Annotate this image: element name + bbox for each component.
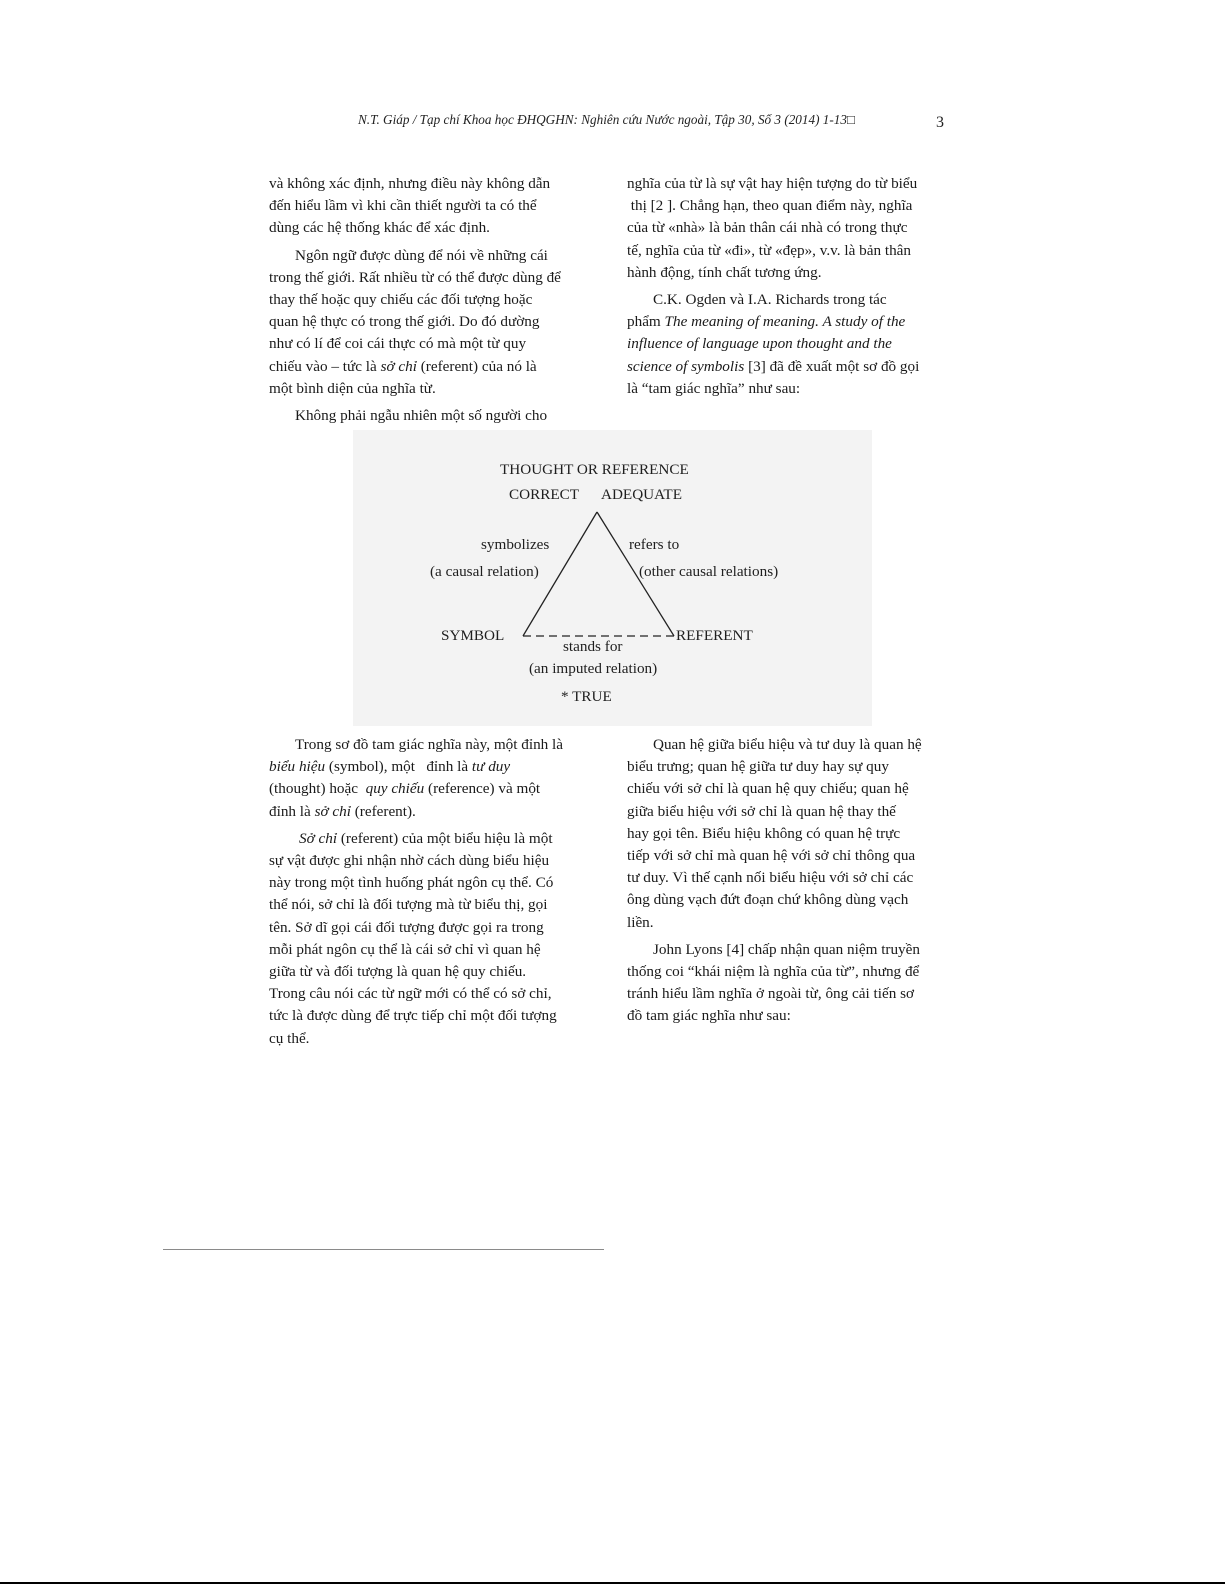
- label-referent: REFERENT: [676, 627, 753, 644]
- paragraph: John Lyons [4] chấp nhận quan niệm truyền thống coi “khái niệm là nghĩa của từ”, nhưng để tránh hiểu lầm nghĩa ở ngoài từ, ông cải tiến sơ đồ tam giác nghĩa như sau:: [627, 940, 920, 1025]
- italic-term: sở chỉ: [314, 802, 351, 820]
- running-head: N.T. Giáp / Tạp chí Khoa học ĐHQGHN: Nghiên cứu Nước ngoài, Tập 30, Số 3 (2014) 1-13□: [358, 112, 855, 127]
- italic-term: tư duy: [471, 758, 511, 776]
- label-correct: CORRECT: [509, 486, 580, 503]
- label-adequate: ADEQUATE: [601, 486, 682, 503]
- italic-term: Sở chỉ: [299, 829, 338, 847]
- semiotic-triangle-figure: [353, 430, 872, 726]
- left-column-bottom: [269, 734, 589, 1050]
- paragraph: Ngôn ngữ được dùng để nói về những cái trong thế giới. Rất nhiều từ có thể được dùng để thay thế hoặc quy chiếu các đối tượng hoặc quan hệ thực có trong thế giới. Do đó dường như có lí để coi cái thực có mà một từ quy chiếu vào – tức là sở chỉ (referent) của nó là một bình diện của nghĩa từ.: [269, 246, 561, 397]
- label-symbol: SYMBOL: [441, 627, 505, 644]
- label-imputed-relation: (an imputed relation): [529, 660, 658, 677]
- paragraph: nghĩa của từ là sự vật hay hiện tượng do từ biểu thị [2 ]. Chẳng hạn, theo quan điểm này, nghĩa của từ «nhà» là bản thân cái nhà có trong thực tế, nghĩa của từ «đi», từ «đẹp», v.v. là bản thân hành động, tính chất tương ứng.: [627, 175, 918, 281]
- italic-term: biểu hiệu: [269, 758, 326, 776]
- footnote-rule: [163, 1249, 604, 1250]
- right-column-bottom: [627, 734, 947, 1028]
- label-stands-for: stands for: [563, 638, 623, 655]
- label-causal-relation: (a causal relation): [430, 563, 539, 580]
- paragraph: Không phải ngẫu nhiên một số người cho: [295, 407, 548, 425]
- italic-term: quy chiếu: [365, 780, 425, 798]
- label-symbolizes: symbolizes: [481, 536, 550, 553]
- left-column-top: [269, 173, 589, 427]
- page-bottom-border: [0, 1582, 1225, 1584]
- label-thought-or-reference: THOUGHT OR REFERENCE: [500, 461, 689, 478]
- book-title: influence of language upon thought and the: [627, 335, 892, 353]
- label-true: * TRUE: [561, 688, 612, 705]
- page-header: [340, 112, 960, 136]
- paragraph: C.K. Ogden và I.A. Richards trong tác phẩm The meaning of meaning. A study of the influence of language upon thought and the science of symbolis [3] đã đề xuất một sơ đồ gọi là “tam giác nghĩa” như sau:: [627, 291, 920, 397]
- paragraph: và không xác định, nhưng điều này không dẫn đến hiểu lầm vì khi cần thiết người ta có thể dùng các hệ thống khác để xác định.: [269, 175, 551, 237]
- italic-term: sở chỉ: [380, 357, 417, 375]
- book-title: science of symbolis: [627, 357, 745, 375]
- paragraph: Quan hệ giữa biểu hiệu và tư duy là quan hệ biểu trưng; quan hệ giữa tư duy hay sự quy chiếu với sở chỉ là quan hệ quy chiếu; quan hệ giữa biểu hiệu với sở chỉ là quan hệ thay thế hay gọi tên. Biểu hiệu không có quan hệ trực tiếp với sở chỉ mà quan hệ với sở chỉ thông qua tư duy. Vì thế cạnh nối biểu hiệu với sở chỉ các ông dùng vạch đứt đoạn chứ không dùng vạch liền.: [627, 736, 922, 931]
- book-title: The meaning of meaning. A study of the: [664, 313, 906, 331]
- paragraph: Trong sơ đồ tam giác nghĩa này, một đỉnh là biểu hiệu (symbol), một đỉnh là tư duy (thought) hoặc quy chiếu (reference) và một đỉnh là sở chỉ (referent).: [269, 736, 564, 820]
- paragraph: Sở chỉ (referent) của một biểu hiệu là một sự vật được ghi nhận nhờ cách dùng biểu hiệu này trong một tình huống phát ngôn cụ thể. Có thể nói, sở chỉ là đối tượng mà từ biểu thị, gọi tên. Sở dĩ gọi cái đối tượng được gọi ra trong mỗi phát ngôn cụ thể là cái sở chỉ vì quan hệ giữa từ và đối tượng là quan hệ quy chiếu. Trong câu nói các từ ngữ mới có thể có sở chỉ, tức là được dùng để trực tiếp chỉ một đối tượng cụ thể.: [269, 829, 557, 1047]
- label-other-causal-relations: (other causal relations): [639, 563, 779, 580]
- label-refers-to: refers to: [629, 536, 680, 553]
- right-column-top: [627, 173, 947, 400]
- page-number: 3: [936, 114, 944, 131]
